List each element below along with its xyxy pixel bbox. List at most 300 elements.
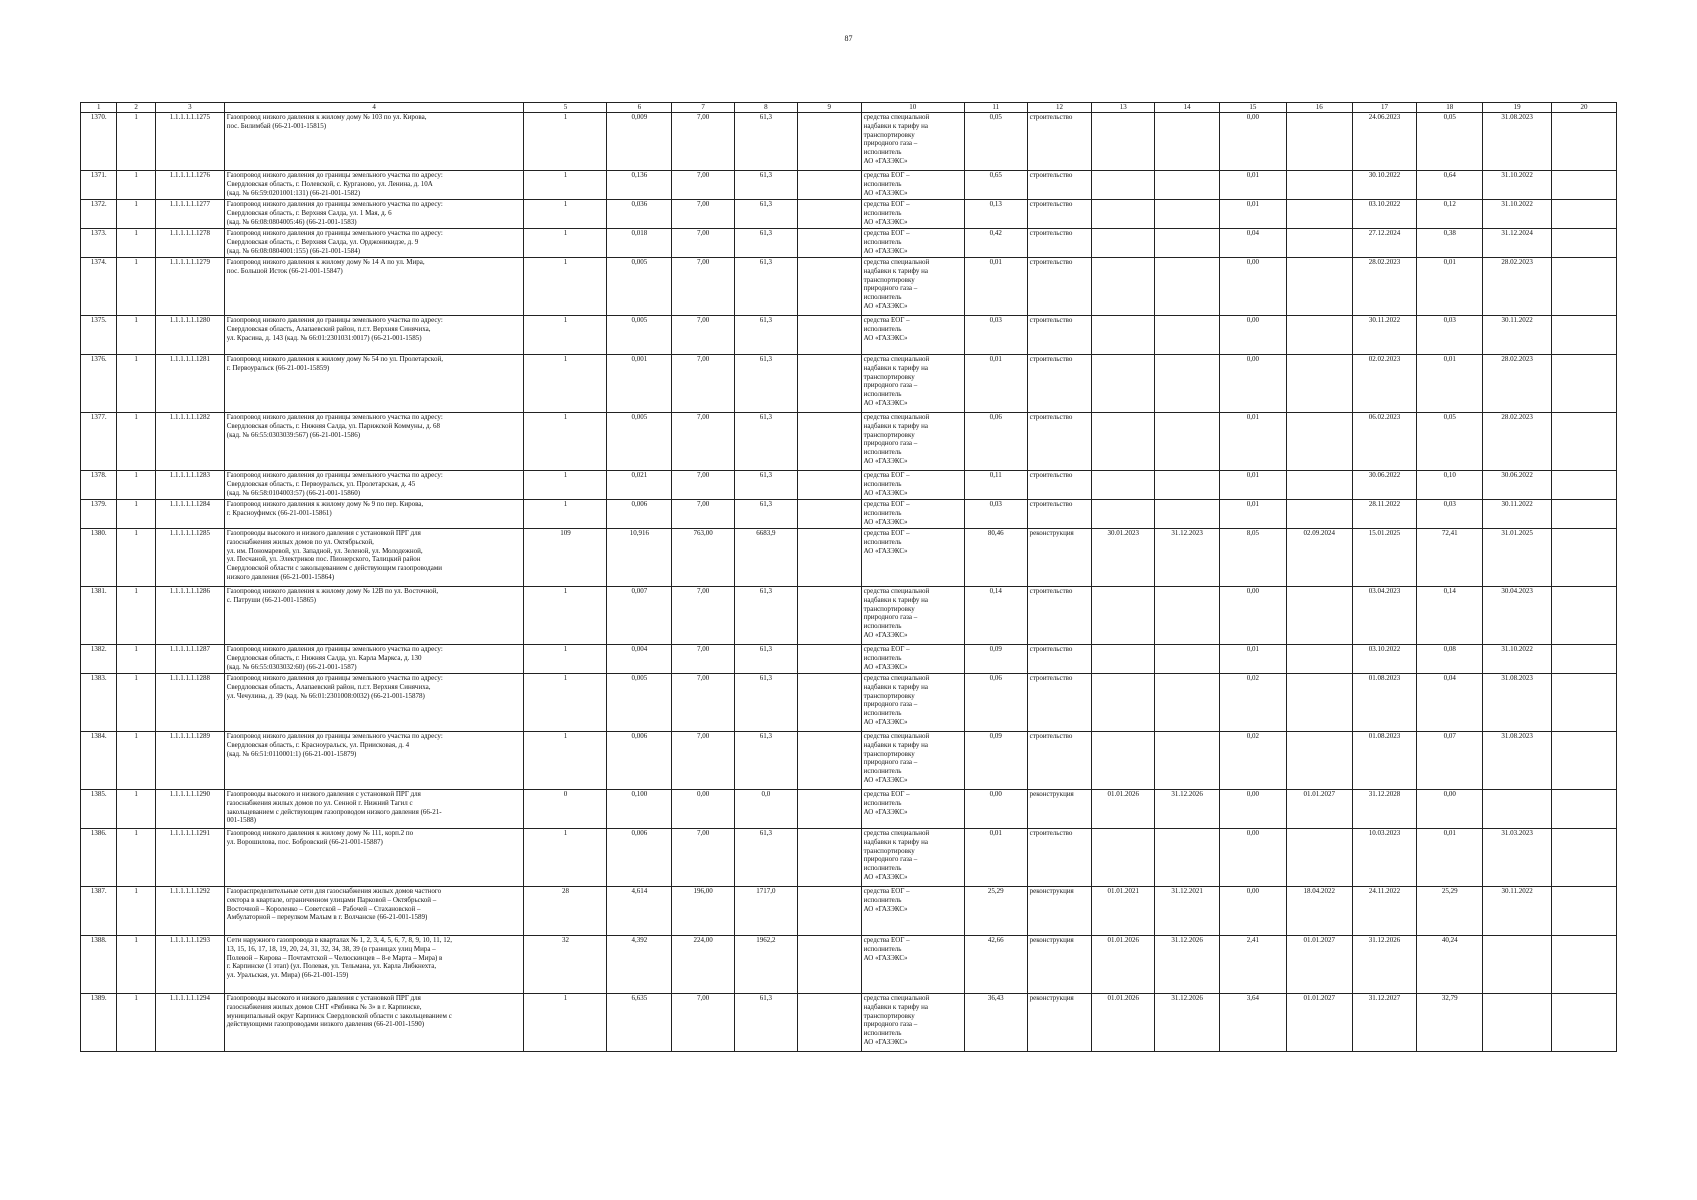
table-row	[81, 790, 1617, 829]
work-type: реконструкция	[1027, 936, 1092, 994]
table-row	[81, 113, 1617, 171]
cell-c13	[1092, 500, 1155, 529]
object-code: 1.1.1.1.1.1288	[155, 674, 224, 732]
cell-c9	[797, 790, 861, 829]
cell-c8: 61,3	[735, 113, 798, 171]
work-type: строительство	[1027, 200, 1092, 229]
cell-c20	[1552, 500, 1617, 529]
row-number: 1387.	[81, 887, 117, 936]
work-type: реконструкция	[1027, 529, 1092, 587]
cell-c20	[1552, 229, 1617, 258]
cell-c8: 61,3	[735, 645, 798, 674]
object-code: 1.1.1.1.1.1289	[155, 732, 224, 790]
cell-col2: 1	[117, 587, 155, 645]
cell-c13	[1092, 113, 1155, 171]
cell-c16: 01.01.2027	[1286, 936, 1352, 994]
column-header: 13	[1092, 103, 1155, 113]
cell-c19: 31.10.2022	[1483, 171, 1552, 200]
cell-c17: 03.10.2022	[1352, 200, 1417, 229]
object-code: 1.1.1.1.1.1291	[155, 829, 224, 887]
cell-c14	[1155, 113, 1220, 171]
cell-c14	[1155, 171, 1220, 200]
cell-c6: 0,005	[607, 258, 672, 316]
cell-c8: 61,3	[735, 355, 798, 413]
column-header: 1	[81, 103, 117, 113]
table-row	[81, 171, 1617, 200]
work-type: строительство	[1027, 674, 1092, 732]
cell-c9	[797, 316, 861, 355]
cell-c14	[1155, 229, 1220, 258]
column-header: 10	[861, 103, 964, 113]
cell-c6: 0,005	[607, 316, 672, 355]
cell-c15: 0,01	[1219, 171, 1286, 200]
column-header: 12	[1027, 103, 1092, 113]
cell-col2: 1	[117, 471, 155, 500]
cell-c9	[797, 500, 861, 529]
cell-c9	[797, 645, 861, 674]
column-header: 15	[1219, 103, 1286, 113]
object-description: Газопровод низкого давления до границы земельного участка по адресу: Свердловская область, г. Нижняя Салда, ул. Карла Маркса, д. 130 (кад. № 66:55:0303032:60) (66-21-001-1587)	[224, 645, 524, 674]
cell-c16: 02.09.2024	[1286, 529, 1352, 587]
cell-c15: 8,05	[1219, 529, 1286, 587]
cell-c6: 0,005	[607, 413, 672, 471]
work-type: реконструкция	[1027, 887, 1092, 936]
cell-c20	[1552, 732, 1617, 790]
cell-c14	[1155, 645, 1220, 674]
row-number: 1370.	[81, 113, 117, 171]
cell-c20	[1552, 529, 1617, 587]
cell-c19: 28.02.2023	[1483, 413, 1552, 471]
object-description: Газопровод низкого давления до границы земельного участка по адресу: Свердловская область, Алапаевский район, п.г.т. Верхняя Синячиха, ул. Чечулина, д. 39 (кад. № 66:01:2301008:0032) (66-21-001-15878)	[224, 674, 524, 732]
cell-c17: 28.11.2022	[1352, 500, 1417, 529]
cell-c7: 0,00	[672, 790, 735, 829]
cell-c20	[1552, 171, 1617, 200]
cell-col2: 1	[117, 936, 155, 994]
cell-c16	[1286, 645, 1352, 674]
cell-c9	[797, 587, 861, 645]
cell-c11: 0,06	[964, 413, 1027, 471]
column-header: 2	[117, 103, 155, 113]
cell-c15: 0,00	[1219, 258, 1286, 316]
object-description: Газопроводы высокого и низкого давления с установкой ПРГ для газоснабжения жилых домов СНТ «Рябинка № 3» в г. Карпинске, муниципальный округ Карпинск Свердловской области с закольцеванием с действующими газопроводами низкого давления (66-21-001-1590)	[224, 994, 524, 1052]
cell-c20	[1552, 200, 1617, 229]
cell-c8: 61,3	[735, 732, 798, 790]
work-type: строительство	[1027, 355, 1092, 413]
cell-c7: 7,00	[672, 587, 735, 645]
cell-col2: 1	[117, 355, 155, 413]
row-number: 1384.	[81, 732, 117, 790]
cell-c7: 7,00	[672, 674, 735, 732]
cell-c17: 02.02.2023	[1352, 355, 1417, 413]
object-code: 1.1.1.1.1.1284	[155, 500, 224, 529]
cell-c20	[1552, 413, 1617, 471]
work-type: строительство	[1027, 645, 1092, 674]
object-code: 1.1.1.1.1.1279	[155, 258, 224, 316]
financing-source: средства ЕОГ – исполнитель АО «ГАЗЭКС»	[861, 645, 964, 674]
cell-c18: 0,03	[1417, 500, 1483, 529]
column-header: 19	[1483, 103, 1552, 113]
row-number: 1375.	[81, 316, 117, 355]
cell-c9	[797, 936, 861, 994]
row-number: 1376.	[81, 355, 117, 413]
cell-col2: 1	[117, 200, 155, 229]
cell-c5: 1	[524, 674, 607, 732]
object-code: 1.1.1.1.1.1287	[155, 645, 224, 674]
cell-c18: 40,24	[1417, 936, 1483, 994]
row-number: 1372.	[81, 200, 117, 229]
cell-c6: 10,916	[607, 529, 672, 587]
cell-c19: 30.11.2022	[1483, 316, 1552, 355]
cell-c18: 0,05	[1417, 113, 1483, 171]
cell-c20	[1552, 355, 1617, 413]
object-description: Газораспределительные сети для газоснабжения жилых домов частного сектора в квартале, ограниченном улицами Парковой – Октябрьской – Восточной – Короленко – Советской – Рабочей – Стахановской – Амбулаторной – переулком Малым в г. Волчанске (66-21-001-1589)	[224, 887, 524, 936]
table-row	[81, 732, 1617, 790]
cell-c18: 0,01	[1417, 829, 1483, 887]
cell-c6: 0,009	[607, 113, 672, 171]
row-number: 1378.	[81, 471, 117, 500]
work-type: строительство	[1027, 471, 1092, 500]
cell-col2: 1	[117, 645, 155, 674]
cell-c15: 0,01	[1219, 200, 1286, 229]
cell-c7: 7,00	[672, 413, 735, 471]
work-type: реконструкция	[1027, 790, 1092, 829]
cell-c14	[1155, 471, 1220, 500]
cell-c11: 0,11	[964, 471, 1027, 500]
cell-c19	[1483, 936, 1552, 994]
cell-c9	[797, 113, 861, 171]
cell-c14	[1155, 500, 1220, 529]
cell-c15: 0,01	[1219, 471, 1286, 500]
object-description: Газопровод низкого давления до границы земельного участка по адресу: Свердловская область, г. Верхняя Салда, ул. 1 Мая, д. 6 (кад. № 66:08:0804005:46) (66-21-001-1583)	[224, 200, 524, 229]
cell-c11: 80,46	[964, 529, 1027, 587]
cell-c9	[797, 529, 861, 587]
cell-c5: 1	[524, 413, 607, 471]
cell-c5: 1	[524, 994, 607, 1052]
cell-c15: 0,02	[1219, 732, 1286, 790]
financing-source: средства ЕОГ – исполнитель АО «ГАЗЭКС»	[861, 790, 964, 829]
cell-c6: 0,021	[607, 471, 672, 500]
column-header: 17	[1352, 103, 1417, 113]
object-code: 1.1.1.1.1.1293	[155, 936, 224, 994]
cell-c9	[797, 258, 861, 316]
table-row	[81, 645, 1617, 674]
table-row	[81, 829, 1617, 887]
cell-c13	[1092, 829, 1155, 887]
cell-c13: 01.01.2026	[1092, 994, 1155, 1052]
cell-c5: 109	[524, 529, 607, 587]
cell-c5: 1	[524, 200, 607, 229]
cell-c11: 0,65	[964, 171, 1027, 200]
cell-c9	[797, 171, 861, 200]
cell-c17: 01.08.2023	[1352, 732, 1417, 790]
cell-c17: 30.06.2022	[1352, 471, 1417, 500]
cell-c13	[1092, 645, 1155, 674]
object-code: 1.1.1.1.1.1281	[155, 355, 224, 413]
column-header: 9	[797, 103, 861, 113]
row-number: 1373.	[81, 229, 117, 258]
cell-c15: 2,41	[1219, 936, 1286, 994]
financing-source: средства специальной надбавки к тарифу на транспортировку природного газа – исполнитель АО «ГАЗЭКС»	[861, 829, 964, 887]
table-row	[81, 500, 1617, 529]
financing-source: средства специальной надбавки к тарифу на транспортировку природного газа – исполнитель АО «ГАЗЭКС»	[861, 355, 964, 413]
cell-c5: 1	[524, 113, 607, 171]
row-number: 1371.	[81, 171, 117, 200]
object-description: Газопровод низкого давления к жилому дому № 54 по ул. Пролетарской, г. Первоуральск (66-21-001-15859)	[224, 355, 524, 413]
cell-c7: 7,00	[672, 994, 735, 1052]
cell-c15: 0,00	[1219, 887, 1286, 936]
cell-c16	[1286, 674, 1352, 732]
cell-c20	[1552, 829, 1617, 887]
cell-c14: 31.12.2026	[1155, 936, 1220, 994]
financing-source: средства специальной надбавки к тарифу на транспортировку природного газа – исполнитель АО «ГАЗЭКС»	[861, 587, 964, 645]
cell-c16	[1286, 500, 1352, 529]
cell-c19: 31.01.2025	[1483, 529, 1552, 587]
cell-c6: 0,007	[607, 587, 672, 645]
cell-c8: 61,3	[735, 258, 798, 316]
table-row	[81, 994, 1617, 1052]
cell-c20	[1552, 316, 1617, 355]
cell-c13	[1092, 732, 1155, 790]
cell-c6: 0,006	[607, 500, 672, 529]
cell-c6: 0,136	[607, 171, 672, 200]
cell-c7: 7,00	[672, 645, 735, 674]
financing-source: средства ЕОГ – исполнитель АО «ГАЗЭКС»	[861, 936, 964, 994]
object-description: Газопровод низкого давления до границы земельного участка по адресу: Свердловская область, Алапаевский район, п.г.т. Верхняя Синячиха, ул. Красина, д. 143 (кад. № 66:01:2301031:0017) (66-21-001-1585)	[224, 316, 524, 355]
cell-c8: 0,0	[735, 790, 798, 829]
cell-c15: 0,04	[1219, 229, 1286, 258]
object-code: 1.1.1.1.1.1290	[155, 790, 224, 829]
cell-c9	[797, 732, 861, 790]
cell-c19: 28.02.2023	[1483, 258, 1552, 316]
column-header: 5	[524, 103, 607, 113]
cell-c16	[1286, 258, 1352, 316]
cell-c20	[1552, 587, 1617, 645]
cell-c7: 7,00	[672, 732, 735, 790]
column-header: 18	[1417, 103, 1483, 113]
cell-c14	[1155, 355, 1220, 413]
cell-c17: 31.12.2027	[1352, 994, 1417, 1052]
cell-col2: 1	[117, 994, 155, 1052]
cell-c5: 1	[524, 471, 607, 500]
cell-c13	[1092, 674, 1155, 732]
cell-c17: 30.11.2022	[1352, 316, 1417, 355]
column-header: 8	[735, 103, 798, 113]
cell-c14	[1155, 829, 1220, 887]
cell-c15: 0,00	[1219, 316, 1286, 355]
column-header: 20	[1552, 103, 1617, 113]
cell-c5: 1	[524, 587, 607, 645]
cell-c13	[1092, 258, 1155, 316]
cell-c20	[1552, 258, 1617, 316]
cell-c17: 10.03.2023	[1352, 829, 1417, 887]
financing-source: средства специальной надбавки к тарифу на транспортировку природного газа – исполнитель АО «ГАЗЭКС»	[861, 113, 964, 171]
cell-c15: 0,01	[1219, 413, 1286, 471]
column-header: 14	[1155, 103, 1220, 113]
cell-c9	[797, 994, 861, 1052]
object-description: Газопровод низкого давления к жилому дому № 111, корп.2 по ул. Ворошилова, пос. Бобровский (66-21-001-15887)	[224, 829, 524, 887]
work-type: реконструкция	[1027, 994, 1092, 1052]
cell-c19	[1483, 994, 1552, 1052]
cell-c20	[1552, 994, 1617, 1052]
cell-c6: 0,100	[607, 790, 672, 829]
financing-source: средства специальной надбавки к тарифу на транспортировку природного газа – исполнитель АО «ГАЗЭКС»	[861, 674, 964, 732]
cell-c18: 0,38	[1417, 229, 1483, 258]
object-description: Газопровод низкого давления к жилому дому № 9 по пер. Кирова, г. Красноуфимск (66-21-001-15861)	[224, 500, 524, 529]
cell-c8: 61,3	[735, 674, 798, 732]
financing-source: средства ЕОГ – исполнитель АО «ГАЗЭКС»	[861, 887, 964, 936]
cell-c16	[1286, 732, 1352, 790]
cell-c11: 0,09	[964, 645, 1027, 674]
cell-c13: 01.01.2021	[1092, 887, 1155, 936]
work-type: строительство	[1027, 829, 1092, 887]
cell-c8: 61,3	[735, 200, 798, 229]
cell-c17: 24.06.2023	[1352, 113, 1417, 171]
cell-c7: 7,00	[672, 229, 735, 258]
cell-c19: 31.10.2022	[1483, 200, 1552, 229]
cell-c11: 0,09	[964, 732, 1027, 790]
cell-c5: 1	[524, 229, 607, 258]
cell-col2: 1	[117, 258, 155, 316]
cell-c16	[1286, 171, 1352, 200]
object-code: 1.1.1.1.1.1283	[155, 471, 224, 500]
cell-c16	[1286, 200, 1352, 229]
cell-c18: 72,41	[1417, 529, 1483, 587]
cell-c5: 1	[524, 355, 607, 413]
financing-source: средства специальной надбавки к тарифу на транспортировку природного газа – исполнитель АО «ГАЗЭКС»	[861, 994, 964, 1052]
work-type: строительство	[1027, 229, 1092, 258]
row-number: 1388.	[81, 936, 117, 994]
cell-c16	[1286, 471, 1352, 500]
cell-c11: 0,01	[964, 355, 1027, 413]
cell-col2: 1	[117, 887, 155, 936]
column-header: 6	[607, 103, 672, 113]
cell-c11: 36,43	[964, 994, 1027, 1052]
financing-source: средства ЕОГ – исполнитель АО «ГАЗЭКС»	[861, 471, 964, 500]
cell-c11: 0,05	[964, 113, 1027, 171]
cell-c8: 61,3	[735, 500, 798, 529]
cell-c9	[797, 471, 861, 500]
cell-col2: 1	[117, 674, 155, 732]
cell-col2: 1	[117, 500, 155, 529]
cell-c11: 42,66	[964, 936, 1027, 994]
row-number: 1377.	[81, 413, 117, 471]
cell-c17: 03.10.2022	[1352, 645, 1417, 674]
row-number: 1385.	[81, 790, 117, 829]
table-row	[81, 887, 1617, 936]
table-row	[81, 413, 1617, 471]
cell-c11: 0,03	[964, 316, 1027, 355]
cell-c19	[1483, 790, 1552, 829]
financing-source: средства ЕОГ – исполнитель АО «ГАЗЭКС»	[861, 171, 964, 200]
cell-c19: 31.08.2023	[1483, 113, 1552, 171]
cell-c5: 1	[524, 500, 607, 529]
cell-c8: 61,3	[735, 413, 798, 471]
financing-source: средства ЕОГ – исполнитель АО «ГАЗЭКС»	[861, 200, 964, 229]
cell-c17: 15.01.2025	[1352, 529, 1417, 587]
cell-c9	[797, 413, 861, 471]
cell-c6: 0,018	[607, 229, 672, 258]
work-type: строительство	[1027, 316, 1092, 355]
cell-col2: 1	[117, 229, 155, 258]
row-number: 1386.	[81, 829, 117, 887]
cell-c16	[1286, 587, 1352, 645]
cell-c13: 01.01.2026	[1092, 790, 1155, 829]
cell-c7: 7,00	[672, 113, 735, 171]
cell-c18: 0,64	[1417, 171, 1483, 200]
cell-c8: 61,3	[735, 587, 798, 645]
column-header: 16	[1286, 103, 1352, 113]
cell-c20	[1552, 113, 1617, 171]
object-code: 1.1.1.1.1.1276	[155, 171, 224, 200]
cell-c7: 7,00	[672, 316, 735, 355]
cell-c5: 32	[524, 936, 607, 994]
object-description: Газопровод низкого давления до границы земельного участка по адресу: Свердловская область, г. Нижняя Салда, ул. Парижской Коммуны, д. 68 (кад. № 66:55:0303039:567) (66-21-001-1586)	[224, 413, 524, 471]
cell-c20	[1552, 887, 1617, 936]
table-row	[81, 587, 1617, 645]
cell-c17: 27.12.2024	[1352, 229, 1417, 258]
cell-c11: 0,01	[964, 258, 1027, 316]
row-number: 1380.	[81, 529, 117, 587]
cell-c6: 0,001	[607, 355, 672, 413]
work-type: строительство	[1027, 732, 1092, 790]
financing-source: средства ЕОГ – исполнитель АО «ГАЗЭКС»	[861, 529, 964, 587]
cell-c18: 0,01	[1417, 258, 1483, 316]
table-row	[81, 471, 1617, 500]
cell-c7: 763,00	[672, 529, 735, 587]
object-description: Газопровод низкого давления до границы земельного участка по адресу: Свердловская область, г. Полевской, с. Курганово, ул. Ленина, д. 10А (кад. № 66:59:0201001:131) (66-21-001-1582)	[224, 171, 524, 200]
cell-c11: 0,01	[964, 829, 1027, 887]
cell-c6: 0,006	[607, 732, 672, 790]
cell-c20	[1552, 471, 1617, 500]
cell-col2: 1	[117, 171, 155, 200]
row-number: 1382.	[81, 645, 117, 674]
work-type: строительство	[1027, 113, 1092, 171]
cell-c16	[1286, 413, 1352, 471]
cell-c19: 31.12.2024	[1483, 229, 1552, 258]
cell-c5: 1	[524, 829, 607, 887]
cell-c18: 0,01	[1417, 355, 1483, 413]
column-header: 11	[964, 103, 1027, 113]
cell-c13	[1092, 587, 1155, 645]
cell-c6: 6,635	[607, 994, 672, 1052]
cell-col2: 1	[117, 790, 155, 829]
cell-c15: 0,01	[1219, 645, 1286, 674]
cell-c7: 7,00	[672, 171, 735, 200]
object-code: 1.1.1.1.1.1282	[155, 413, 224, 471]
cell-c13	[1092, 471, 1155, 500]
object-code: 1.1.1.1.1.1275	[155, 113, 224, 171]
investment-program-table	[80, 102, 1617, 1052]
cell-c11: 0,42	[964, 229, 1027, 258]
cell-c18: 0,10	[1417, 471, 1483, 500]
cell-c13	[1092, 355, 1155, 413]
object-code: 1.1.1.1.1.1294	[155, 994, 224, 1052]
cell-c19: 31.10.2022	[1483, 645, 1552, 674]
table-row	[81, 316, 1617, 355]
cell-c13	[1092, 413, 1155, 471]
cell-c16	[1286, 829, 1352, 887]
cell-c7: 7,00	[672, 471, 735, 500]
cell-c16: 01.01.2027	[1286, 790, 1352, 829]
cell-c13	[1092, 200, 1155, 229]
cell-c11: 0,06	[964, 674, 1027, 732]
cell-c20	[1552, 674, 1617, 732]
cell-c9	[797, 355, 861, 413]
cell-c16	[1286, 355, 1352, 413]
object-description: Газопроводы высокого и низкого давления с установкой ПРГ для газоснабжения жилых домов по ул. Октябрьской, ул. им. Пономаревой, ул. Западной, ул. Зеленой, ул. Молодежной, ул. Песчаной, ул. Электриков пос. Пионерского, Талицкий район Свердловской области с закольцеванием с действующим газопроводами низкого давления (66-21-001-15864)	[224, 529, 524, 587]
cell-c20	[1552, 790, 1617, 829]
cell-c13: 01.01.2026	[1092, 936, 1155, 994]
